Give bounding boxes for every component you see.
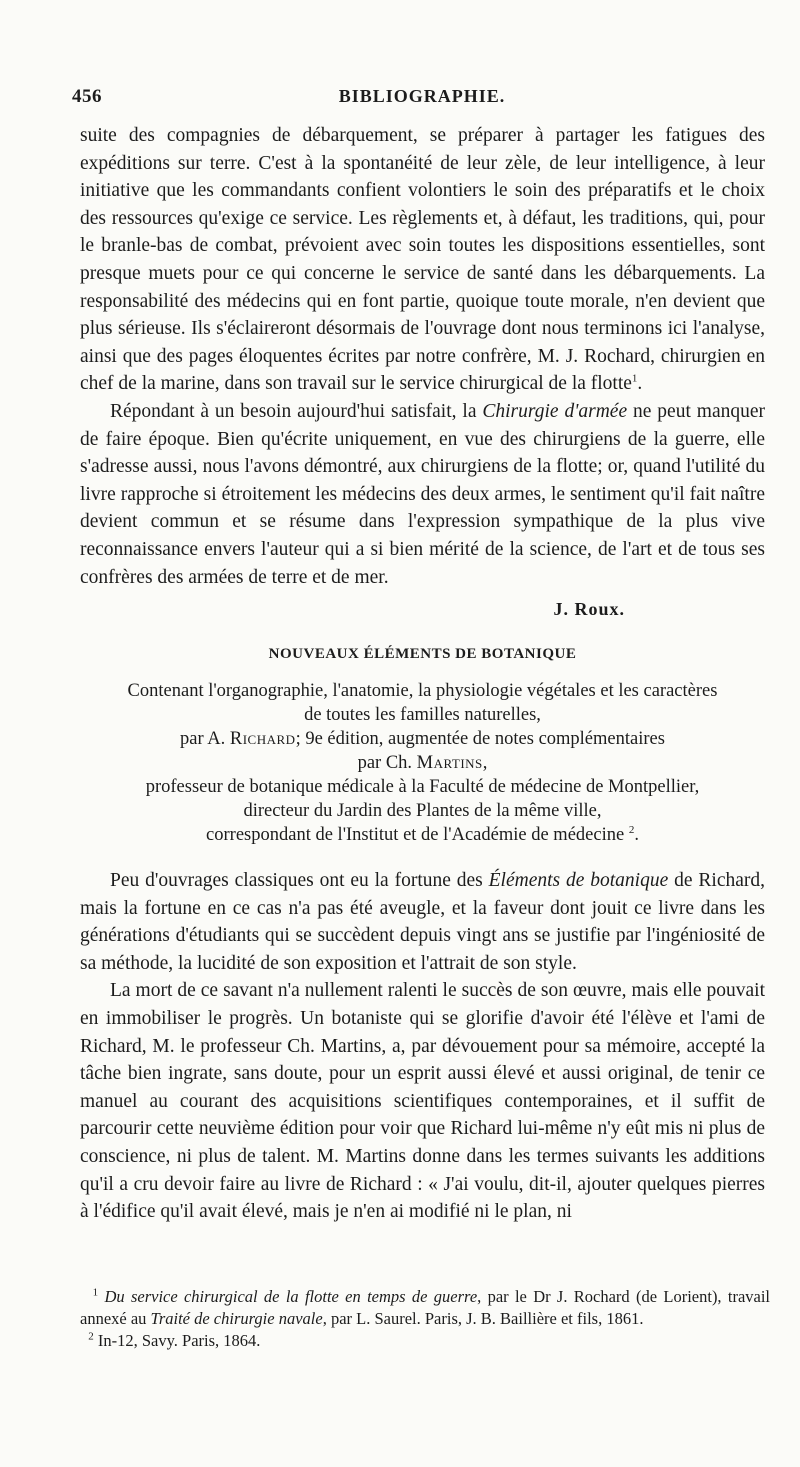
page-number: 456 xyxy=(72,86,102,107)
footnote-ref-1: 1 xyxy=(631,372,638,385)
review2-title: NOUVEAUX ÉLÉMENTS DE BOTANIQUE xyxy=(268,646,577,663)
footnote-1: $^1$ Du service chirurgical de la flotte en temps de guerre, par le Dr J. Rochard (de Lorient), travail annexé au Traité de chirurgie navale, par L. Saurel. Paris, J. B. Baillière et fils, 1861. xyxy=(80,1286,771,1328)
review2-subtitle: Contenant l'organographie, l'anatomie, la physiologie végétales et les caractères de toutes les familles naturelles, par A. Richard; 9e édition, augmentée de notes complémentaires par Ch. Martins, professeur de botanique médicale à la Faculté de médecine de Montpellier, directeur du Jardin des Plantes de la même ville, correspondant de l'Institut et de l'Académie de médecine $^2$. xyxy=(127,681,718,846)
review1-paragraph-1: suite des compagnies de débarquement, se préparer à partager les fatigues des expéditions sur terre. C'est à la spontanéité de leur zèle, de leur intelligence, à leur initiative que les commandants confient volontiers le soin des préparatifs et le choix des ressources qu'exige ce service. Les règlements et, à défaut, les traditions, qui, pour le branle-bas de combat, prévoient avec soin toutes les dispositions essentielles, sont presque muets pour ce qui concerne le service de santé dans les débarquements. La responsabilité des médecins qui en font partie, quoique toute morale, n'en devient que plus sérieuse. Ils s'éclaireront désormais de l'ouvrage dont nous terminons ici l'analyse, ainsi que des pages éloquentes écrites par notre confrère, M. J. Rochard, chirurgien en chef de la marine, dans son travail sur le service chirurgical de la flotte$^1$. xyxy=(80,125,765,395)
review2-paragraph-1: Peu d'ouvrages classiques ont eu la fortune des Éléments de botanique de Richard, mais la fortune en ce cas n'a pas été aveugle, et la faveur dont jouit ce livre dans les générations d'étudiants qui se succèdent depuis vingt ans se justifie par l'ingéniosité de sa méthode, la lucidité de son exposition et l'attrait de son style. xyxy=(80,870,766,974)
review1-signature: J. Roux. xyxy=(553,599,625,620)
review2-paragraph-2: La mort de ce savant n'a nullement ralenti le succès de son œuvre, mais elle pouvait en immobiliser le progrès. Un botaniste qui se glorifie d'avoir été l'élève et l'ami de Richard, M. le professeur Ch. Martins, a, par dévouement pour sa mémoire, accepté la tâche bien ingrate, sans doute, pour un esprit aussi élevé et aussi original, de tenir ce manuel au courant des acquisitions scientifiques contemporaines, et il suffit de parcourir cette neuvième édition pour voir que Richard lui-même n'y eût mis ni plus de conscience, ni plus de talent. M. Martins donne dans les termes suivants les additions qu'il a cru devoir faire au livre de Richard : « J'ai voulu, dit-il, ajouter quelques pierres à l'édifice qu'il avait élevé, mais je n'en ai modifié ni le plan, ni xyxy=(80,980,765,1223)
footnotes xyxy=(80,1286,770,1352)
book-title: Éléments de botanique xyxy=(488,870,669,892)
running-title: BIBLIOGRAPHIE. xyxy=(338,86,506,106)
body-text xyxy=(80,122,765,1226)
review1-paragraph-2: Répondant à un besoin aujourd'hui satisfait, la Chirurgie d'armée ne peut manquer de faire époque. Bien qu'écrite uniquement, en vue des chirurgiens de la guerre, elle s'adresse aussi, nous l'avons démontré, aux chirurgiens de la flotte; or, quand l'utilité du livre rapproche si étroitement les médecins des deux armes, le sentiment qu'il fait naître devient commun et se résume dans l'expression sympathique de la plus vive reconnaissance envers l'auteur qui a si bien mérité de la science, de l'art et de tous ses confrères des armées de terre et de mer. xyxy=(80,400,765,588)
book-title: Chirurgie d'armée xyxy=(482,400,628,422)
footnote-2: $^2$ In-12, Savy. Paris, 1864. xyxy=(88,1330,261,1350)
footnote-ref-2: 2 xyxy=(628,823,635,836)
page-header xyxy=(72,86,772,110)
